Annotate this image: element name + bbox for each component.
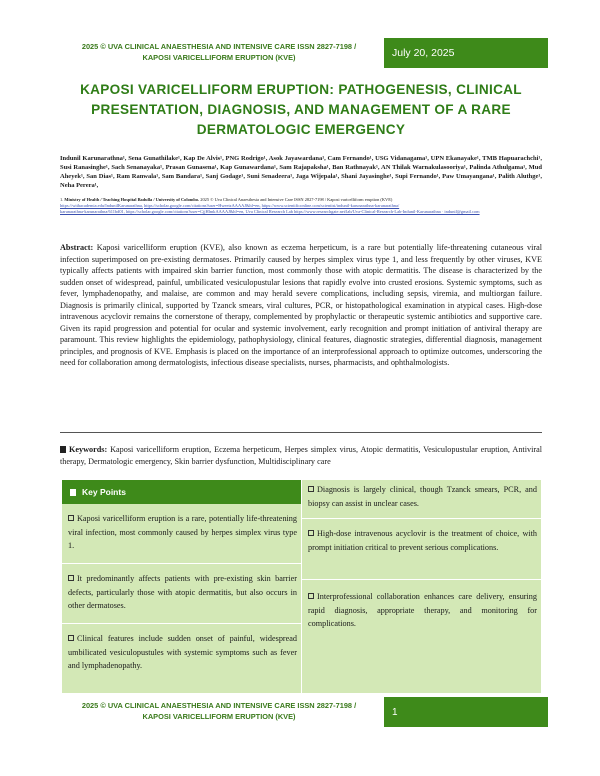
key-points-box	[62, 480, 541, 693]
abstract-text: Kaposi varicelliform eruption (KVE), also known as eczema herpeticum, is a rare but potentially life-threatening cutaneous viral infection superimposed on pre-existing dermatoses. Primarily caused by herpes simplex virus type 1, and less frequently by other viruses, KVE typically affects patients with impaired skin barrier function, most commonly those with atopic dermatitis. The disease is characterized by the sudden onset of widespread, painful, umbilicated vesiculopustular lesions that rapidly evolve into crusted erosions. Systemic symptoms, such as fever, lymphadenopathy, and malaise, are common and may herald severe complications, including sepsis, viremia, and multiorgan failure. Diagnosis is primarily clinical, supported by Tzanck smears, viral cultures, PCR, or histopathological examination in atypical cases. High-dose intravenous acyclovir remains the cornerstone of therapy, complemented by prophylactic or therapeutic systemic antibiotics and supportive care. Given its rapid progression and potential for ocular and systemic involvement, early recognition and prompt initiation of antiviral therapy are paramount. This review highlights the epidemiology, pathophysiology, clinical features, diagnostic strategies, differential diagnosis, management principles, and prognosis of KVE. Emphasis is placed on the importance of an interprofessional approach to optimize outcomes, underscoring the need for collaboration among dermatologists, infectious disease specialists, nurses, pharmacists, and ophthalmologists.	[60, 243, 542, 367]
keywords-section	[60, 444, 542, 467]
checkbox-icon	[68, 575, 74, 581]
footer-journal-line2: KAPOSI VARICELLIFORM ERUPTION (KVE)	[142, 711, 296, 721]
header-date: July 20, 2025	[384, 38, 548, 68]
key-point-text: Clinical features include sudden onset of painful, widespread umbilicated vesiculopustules with systemic symptoms such as fever and lymphadenopathy.	[68, 634, 297, 670]
affiliation-marker: 1.	[60, 197, 65, 202]
header-journal-line1: 2025 © UVA CLINICAL ANAESTHESIA AND INTENSIVE CARE ISSN 2827-7198 /	[81, 42, 357, 51]
key-points-left-column	[62, 480, 302, 693]
checkbox-icon	[308, 593, 314, 599]
checkbox-icon	[68, 635, 74, 641]
checkbox-icon	[68, 515, 74, 521]
key-point-item	[62, 564, 301, 624]
checkbox-icon	[308, 486, 314, 492]
key-point-item	[302, 580, 541, 690]
footer-journal-line1: 2025 © UVA CLINICAL ANAESTHESIA AND INTENSIVE CARE ISSN 2827-7198 /	[81, 701, 357, 710]
header-journal-info	[54, 38, 384, 68]
key-point-item	[302, 480, 541, 519]
footer-journal-info	[54, 697, 384, 727]
key-point-item	[302, 519, 541, 580]
affiliation-label: Ministry of Health / Teaching Hospital Badulla / University of Colombo.	[64, 197, 200, 202]
key-point-text: Diagnosis is largely clinical, though Tzanck smears, PCR, and biopsy can assist in unclear cases.	[308, 485, 537, 508]
key-point-text: It predominantly affects patients with pre-existing skin barrier defects, particularly those with atopic dermatitis, but also occurs in other dermatoses.	[68, 574, 297, 610]
affiliation-text: 2025 © Uva Clinical Anaesthesia and Intensive Care ISSN 2827-7198 / Kaposi varicelliform eruption (KVE)	[200, 197, 393, 202]
page-header	[54, 38, 548, 68]
affiliation-link-scientific[interactable]: https://www.scientificonline.com/scientist/indunil-karunarathna-karunarathna/	[261, 203, 400, 208]
key-point-text: Interprofessional collaboration enhances care delivery, ensuring rapid diagnosis, appropriate therapy, and monitoring for complications.	[308, 592, 537, 628]
key-points-heading	[62, 480, 301, 504]
checkbox-icon	[308, 530, 314, 536]
affiliation-block	[60, 197, 542, 215]
key-point-item	[62, 624, 301, 676]
affiliation-link-academia[interactable]: https://withacademia.edu/IndunilKarunarathna,	[60, 203, 143, 208]
key-point-text: High-dose intravenous acyclovir is the treatment of choice, with prompt initiation critical to prevent serious complications.	[308, 529, 537, 552]
key-points-heading-text: Key Points	[82, 487, 126, 497]
bullet-icon	[60, 446, 66, 453]
paper-title: KAPOSI VARICELLIFORM ERUPTION: PATHOGENESIS, CLINICAL PRESENTATION, DIAGNOSIS, AND MANAGEMENT OF A RARE DERMATOLOGIC EMERGENCY	[80, 82, 522, 137]
page-footer	[54, 697, 548, 727]
page-number: 1	[384, 697, 548, 727]
keywords-label: Keywords:	[69, 445, 108, 454]
header-journal-line2: KAPOSI VARICELLIFORM ERUPTION (KVE)	[142, 52, 296, 62]
abstract-section	[60, 242, 542, 369]
key-point-text: Kaposi varicelliform eruption is a rare, potentially life-threatening viral infection, most commonly caused by herpes simplex virus type 1.	[68, 514, 297, 550]
keywords-text: Kaposi varicelliform eruption, Eczema herpeticum, Herpes simplex virus, Atopic dermatitis, Vesiculopustular eruption, Antiviral therapy, Dermatologic emergency, Skin barrier dysfunction, Multidisciplinary care	[60, 445, 542, 466]
section-divider	[60, 432, 542, 433]
affiliation-link-lab[interactable]: karunarathna-karunarathna/611bd01, https://scholar.google.com/citations?user=CjjHlmkAAAAJ&hl=en, Uva Clinical Research Lab https://www.researchgate.net/lab/Uva-Clinical-Research-Lab-Indunil-Karunarathna · indunil@gmail.com	[60, 209, 480, 214]
bullet-icon	[70, 489, 76, 496]
abstract-label: Abstract:	[60, 243, 94, 252]
affiliation-link-scholar[interactable]: https://scholar.google.com/citations?user=HweetzAAAAJ&hl=en,	[144, 203, 261, 208]
author-list: Indunil Karunarathna¹, Sena Gunathilake¹, Kap De Alvis¹, PNG Rodrigo¹, Asok Jayawardana¹, Cam Fernando¹, USG Vidanagama¹, UPN Ekanayake¹, TMB Hapuarachchi¹, Susi Ranasinghe¹, Sach Senanayaka¹, Prasan Gunasena¹, Kap Gunawardana¹, Sam Rajapaksha¹, Ban Rathnayak¹, AN Thilak Warnakulasooriya¹, Palinda Athulgama¹, Mud Aheyek¹, San Dias¹, Ram Ranwala¹, Sam Bandara¹, Sanj Godage¹, Suni Senadeera¹, Jaga Wijepala¹, Shani Jayasinghe¹, Supi Fernando¹, Paw Umayangana¹, Palith Aluthge¹, Neha Perera¹,	[60, 155, 542, 189]
key-point-item	[62, 504, 301, 564]
key-points-right-column	[302, 480, 541, 693]
